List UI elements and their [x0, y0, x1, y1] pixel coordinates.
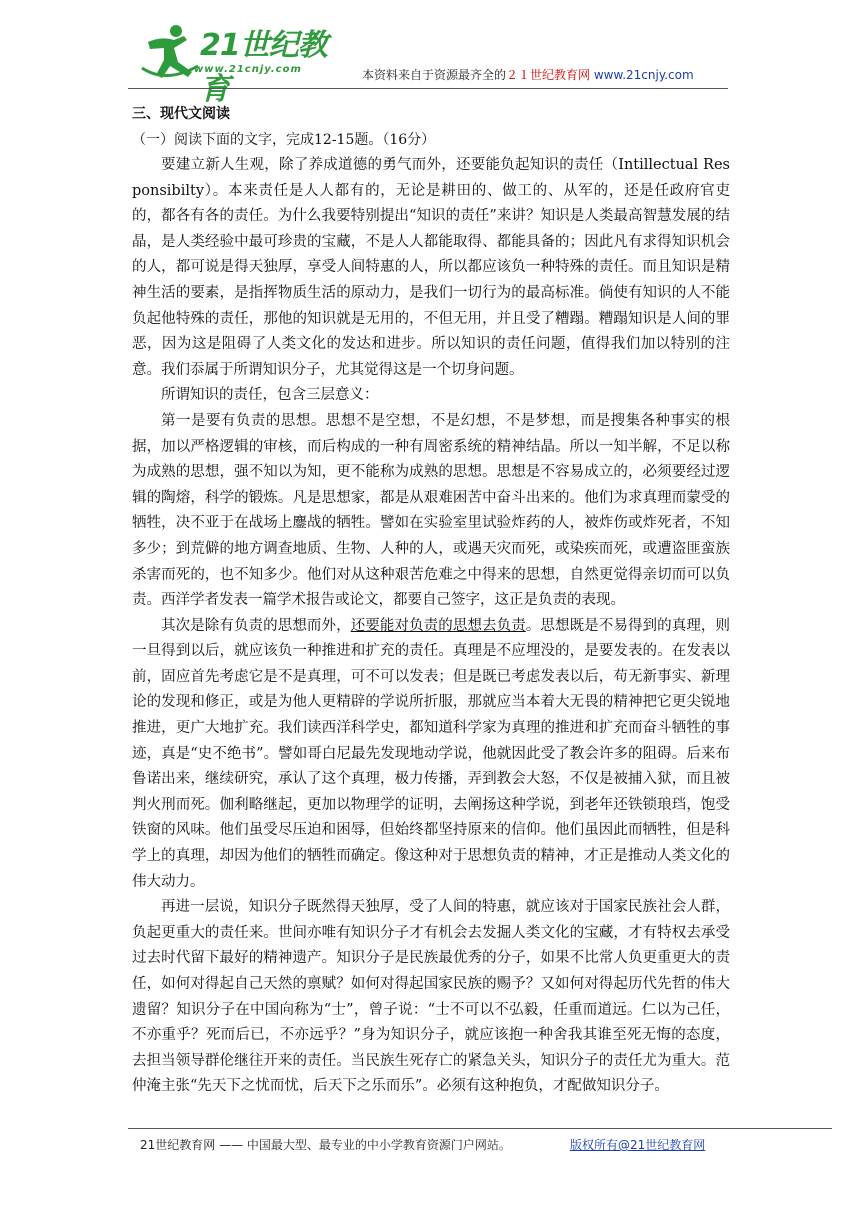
copyright-link[interactable]: 版权所有@21世纪教育网: [570, 1138, 706, 1152]
question-instruction: （一）阅读下面的文字，完成12-15题。（16分）: [132, 132, 436, 148]
paragraph-5: 再进一层说，知识分子既然得天独厚，受了人间的特惠，就应该对于国家民族社会人群，负起更重大的责任来。世间亦唯有知识分子才有机会去发掘人类文化的宝藏，才有特权去承受过去时代留下最好的精神遗产。知识分子是民族最优秀的分子，如果不比常人负更重更大的责任，如何对得起自己天然的禀赋？如何对得起国家民族的赐予？又如何对得起历代先哲的伟大遗留？知识分子在中国向称为“士”，曾子说：“士不可以不弘毅，任重而道远。仁以为己任，不亦重乎？死而后已，不亦远乎？”身为知识分子，就应该抱一种舍我其谁至死无悔的态度，去担当领导群伦继往开来的责任。当民族生死存亡的紧急关头，知识分子的责任尤为重大。范仲淹主张“先天下之忧而忧，后天下之乐而乐”。必须有这种抱负，才配做知识分子。: [132, 899, 730, 1095]
paragraph-4-lead: 其次是除有负责的思想而外，: [161, 617, 351, 634]
footer-divider: [128, 1128, 832, 1129]
paragraph-3: 第一是要有负责的思想。思想不是空想，不是幻想，不是梦想，而是搜集各种事实的根据，加以严格逻辑的审核，而后构成的一种有周密系统的精神结晶。所以一知半解，不足以称为成熟的思想，强不知以为知，更不能称为成熟的思想。思想是不容易成立的，必须要经过逻辑的陶熔，科学的锻炼。凡是思想家，都是从艰难困苦中奋斗出来的。他们为求真理而蒙受的牺牲，决不亚于在战场上鏖战的牺牲。譬如在实验室里试验炸药的人，被炸伤或炸死者，不知多少；到荒僻的地方调查地质、生物、人种的人，或遇天灾而死，或染疾而死，或遭盗匪蛮族杀害而死的，也不知多少。他们对从这种艰苦危难之中得来的思想，自然更觉得亲切而可以负责。西洋学者发表一篇学术报告或论文，都要自己签字，这正是负责的表现。: [132, 412, 730, 609]
header-note-prefix: 本资料来自于资源最齐全的: [362, 68, 507, 82]
paragraph-2: 所谓知识的责任，包含三层意义：: [161, 387, 379, 404]
logo-url: www.21cnjy.com: [194, 64, 302, 75]
section-title: 三、现代文阅读: [132, 106, 230, 122]
underlined-phrase: 还要能对负责的思想去负责: [350, 617, 526, 634]
paragraph-4: [132, 614, 730, 896]
header-site-link[interactable]: ２１世纪教育网: [506, 68, 591, 82]
paragraph-4-rest: 。思想既是不易得到的真理，则一旦得到以后，就应该负一种推进和扩充的责任。真理是不应埋没的，是要发表的。在发表以前，固应首先考虑它是不是真理，可不可以发表；但是既已考虑发表以后，苟无新事实、新理论的发现和修正，或是为他人更精辟的学说所折服，那就应当本着大无畏的精神把它更尖锐地推进，更广大地扩充。我们读西洋科学史，都知道科学家为真理的推进和扩充而奋斗牺牲的事迹，真是“史不绝书”。譬如哥白尼最先发现地动学说，他就因此受了教会许多的阻碍。后来布鲁诺出来，继续研究，承认了这个真理，极力传播，弄到教会大怒，不仅是被捕入狱，而且被判火刑而死。伽利略继起，更加以物理学的证明，去阐扬这种学说，到老年还铁锁琅珰，饱受铁窗的风味。他们虽受尽压迫和困辱，但始终都坚持原来的信仰。他们虽因此而牺牲，但是科学上的真理，却因为他们的牺牲而确定。像这种对于思想负责的精神，才正是推动人类文化的伟大动力。: [132, 617, 731, 890]
site-logo[interactable]: [140, 18, 340, 107]
footer-text: 21世纪教育网 —— 中国最大型、最专业的中小学教育资源门户网站。: [140, 1138, 511, 1152]
runner-logo-icon: [140, 22, 200, 84]
header-url-link[interactable]: www.21cnjy.com: [593, 68, 694, 82]
logo-text: 21世纪教育: [200, 28, 327, 107]
header-note: [362, 66, 694, 83]
page-header: [0, 0, 860, 107]
paragraph-1: 要建立新人生观，除了养成道德的勇气而外，还要能负起知识的责任（Intillectual Responsibilty）。本来责任是人人都有的，无论是耕田的、做工的、从军的，还是任政府官吏的，都各有各的责任。为什么我要特别提出“知识的责任”来讲？知识是人类最高智慧发展的结晶，是人类经验中最可珍贵的宝藏，不是人人都能取得、都能具备的；因此凡有求得知识机会的人，都可说是得天独厚，享受人间特惠的人，所以都应该负一种特殊的责任。而且知识是精神生活的要素，是指挥物质生活的原动力，是我们一切行为的最高标准。倘使有知识的人不能负起他特殊的责任，那他的知识就是无用的，不但无用，并且受了糟蹋。糟蹋知识是人间的罪恶，因为这是阻碍了人类文化的发达和进步。所以知识的责任问题，值得我们加以特别的注意。我们忝属于所谓知识分子，尤其觉得这是一个切身问题。: [132, 157, 730, 378]
header-divider: [128, 88, 728, 89]
article-body: [132, 103, 730, 1100]
